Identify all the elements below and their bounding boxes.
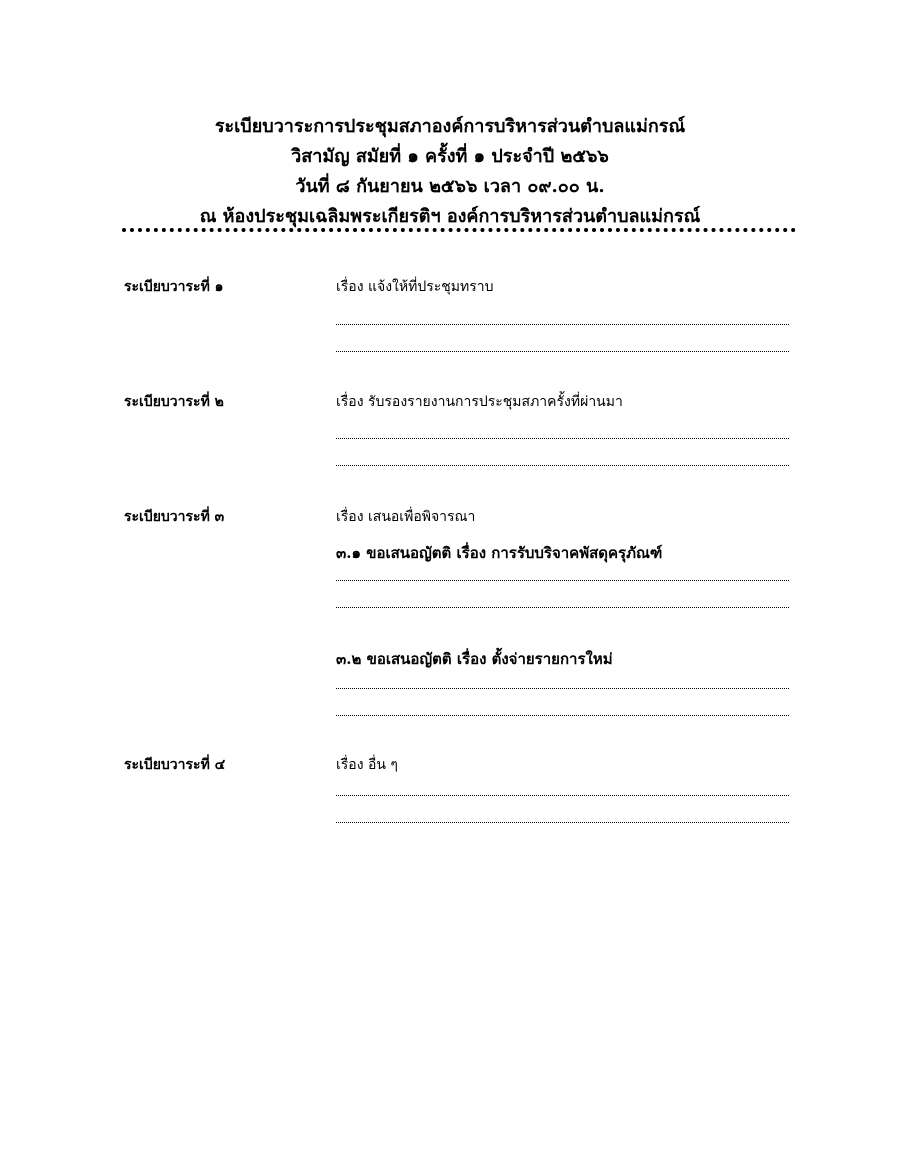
header-title: ระเบียบวาระการประชุมสภาองค์การบริหารส่วนตำบลแม่กรณ์ (214, 116, 686, 137)
agenda-2-label: ระเบียบวาระที่ ๒ (124, 394, 224, 410)
agenda-3-2-fill-line-1 (336, 688, 789, 689)
document-header (0, 112, 900, 232)
agenda-4-topic: เรื่อง อื่น ๆ (336, 757, 398, 773)
agenda-1-fill-line-1 (336, 324, 789, 325)
agenda-3-sub-item-1: ๓.๑ ขอเสนอญัตติ เรื่อง การรับบริจาคพัสดุครุภัณฑ์ (336, 544, 663, 562)
agenda-3-1-fill-line-2 (336, 607, 789, 608)
header-date-time: วันที่ ๘ กันยายน ๒๕๖๖ เวลา ๐๙.๐๐ น. (295, 176, 605, 197)
agenda-4-fill-line-2 (336, 822, 789, 823)
agenda-2-fill-line-1 (336, 438, 789, 439)
agenda-1-topic: เรื่อง แจ้งให้ที่ประชุมทราบ (336, 279, 494, 295)
agenda-2-fill-line-2 (336, 465, 789, 466)
agenda-3-label: ระเบียบวาระที่ ๓ (124, 509, 225, 525)
agenda-1-label: ระเบียบวาระที่ ๑ (124, 279, 224, 295)
agenda-4-fill-line-1 (336, 795, 789, 796)
header-separator (122, 228, 796, 232)
header-venue: ณ ห้องประชุมเฉลิมพระเกียรติฯ องค์การบริหารส่วนตำบลแม่กรณ์ (199, 206, 701, 227)
agenda-3-topic: เรื่อง เสนอเพื่อพิจารณา (336, 509, 476, 525)
header-session: วิสามัญ สมัยที่ ๑ ครั้งที่ ๑ ประจำปี ๒๕๖๖ (291, 146, 609, 167)
agenda-4-label: ระเบียบวาระที่ ๔ (124, 757, 226, 773)
agenda-2-topic: เรื่อง รับรองรายงานการประชุมสภาครั้งที่ผ่านมา (336, 394, 623, 410)
agenda-3-1-fill-line-1 (336, 580, 789, 581)
agenda-3-sub-item-2: ๓.๒ ขอเสนอญัตติ เรื่อง ตั้งจ่ายรายการใหม่ (336, 650, 613, 668)
agenda-3-2-fill-line-2 (336, 715, 789, 716)
agenda-1-fill-line-2 (336, 351, 789, 352)
